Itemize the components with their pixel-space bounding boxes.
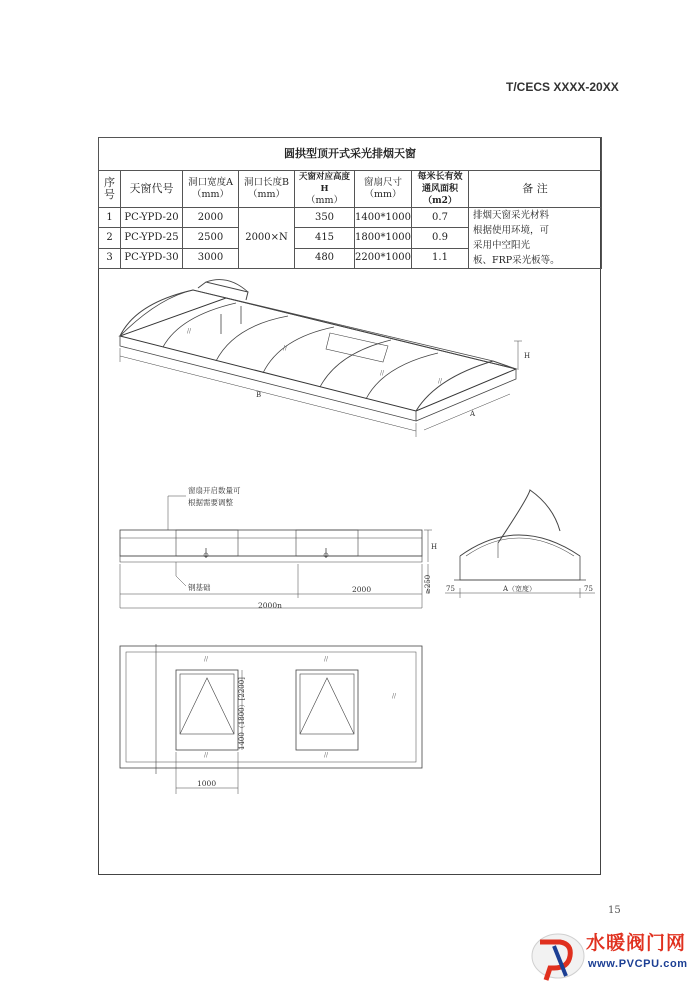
logo-text: 水暖阀门网 [586, 932, 687, 954]
note-line: 排烟天窗采光材料 [473, 210, 550, 221]
cell-area: 0.7 [412, 208, 469, 228]
cell-length-b: 2000×N [239, 208, 295, 269]
col-width-a [183, 171, 239, 208]
cell-seq: 1 [99, 208, 121, 228]
cell-sash: 2200*1000 [355, 248, 412, 268]
elevation-view [120, 485, 437, 610]
section-dim-right: 75 [584, 585, 593, 593]
elev-label-h: H [431, 543, 438, 551]
label-steel-base: 钢基础 [188, 583, 211, 592]
col-width-a-label: 洞口宽度A [188, 177, 233, 188]
cell-code: PC-YPD-20 [121, 208, 183, 228]
cell-area: 1.1 [412, 248, 469, 268]
col-area-line1: 每米长有效 [417, 172, 463, 182]
cell-sash: 1400*1000 [355, 208, 412, 228]
technical-drawing [98, 258, 601, 875]
note-line: 根据使用环境，可 [473, 225, 550, 236]
label-h: H [524, 352, 531, 360]
dim-2000: 2000 [352, 585, 372, 594]
col-area-line2: 通风面积（m2） [421, 184, 458, 206]
label-a: A [470, 410, 476, 418]
logo-url: www.PVCPU.com [588, 958, 688, 970]
dim-2000n: 2000n [258, 601, 282, 610]
cell-width-a: 2000 [183, 208, 239, 228]
cell-seq: 3 [99, 248, 121, 268]
col-sash-unit: （mm） [364, 189, 402, 200]
standard-code: T/CECS XXXX-20XX [506, 80, 619, 94]
col-note: 备 注 [469, 171, 602, 208]
cell-code: PC-YPD-25 [121, 228, 183, 248]
col-seq: 序号 [99, 171, 121, 208]
svg-text://: // [324, 752, 329, 759]
callout-line2: 根据需要调整 [188, 498, 233, 507]
svg-text://: // [438, 378, 443, 385]
note-line: 板、FRP采光板等。 [473, 255, 560, 266]
col-sash-label: 窗扇尺寸 [363, 177, 402, 188]
cell-width-a: 2500 [183, 228, 239, 248]
label-b: B [256, 391, 262, 399]
col-sash [355, 171, 412, 208]
cell-seq: 2 [99, 228, 121, 248]
col-height-h-unit: （mm） [305, 195, 344, 206]
cell-height-h: 350 [295, 208, 355, 228]
col-code: 天窗代号 [121, 171, 183, 208]
svg-text://: // [392, 693, 397, 700]
svg-text://: // [324, 656, 329, 663]
cell-sash: 1800*1000 [355, 228, 412, 248]
col-height-h [295, 171, 355, 208]
col-length-b-label: 洞口长度B [244, 177, 289, 188]
svg-text://: // [204, 656, 209, 663]
spec-table [98, 137, 602, 269]
svg-text://: // [204, 752, 209, 759]
callout-line1: 窗扇开启数量可 [188, 486, 241, 495]
plan-dim-sash: 1400（1800）[2200] [238, 677, 246, 750]
svg-text://: // [283, 345, 288, 352]
col-height-h-label: 天窗对应高度H [298, 172, 350, 194]
section-dim-left: 75 [446, 585, 455, 593]
cell-code: PC-YPD-30 [121, 248, 183, 268]
cell-width-a: 3000 [183, 248, 239, 268]
cell-area: 0.9 [412, 228, 469, 248]
plan-dim-1000: 1000 [197, 779, 217, 788]
elev-label-250: ≥250 [424, 574, 432, 594]
col-length-b [239, 171, 295, 208]
note-line: 采用中空阳光 [473, 240, 531, 251]
section-view [445, 490, 595, 598]
col-area [412, 171, 469, 208]
cell-height-h: 415 [295, 228, 355, 248]
plan-view [120, 644, 422, 794]
section-dim-mid: A（宽度） [503, 585, 537, 593]
table-title: 圆拱型顶开式采光排烟天窗 [99, 138, 602, 171]
cell-height-h: 480 [295, 248, 355, 268]
svg-text://: // [187, 328, 192, 335]
table-row [99, 208, 602, 228]
svg-text://: // [380, 370, 385, 377]
isometric-view [120, 280, 530, 437]
col-length-b-unit: （mm） [247, 189, 286, 200]
page-number: 15 [608, 905, 621, 916]
col-width-a-unit: （mm） [191, 189, 230, 200]
